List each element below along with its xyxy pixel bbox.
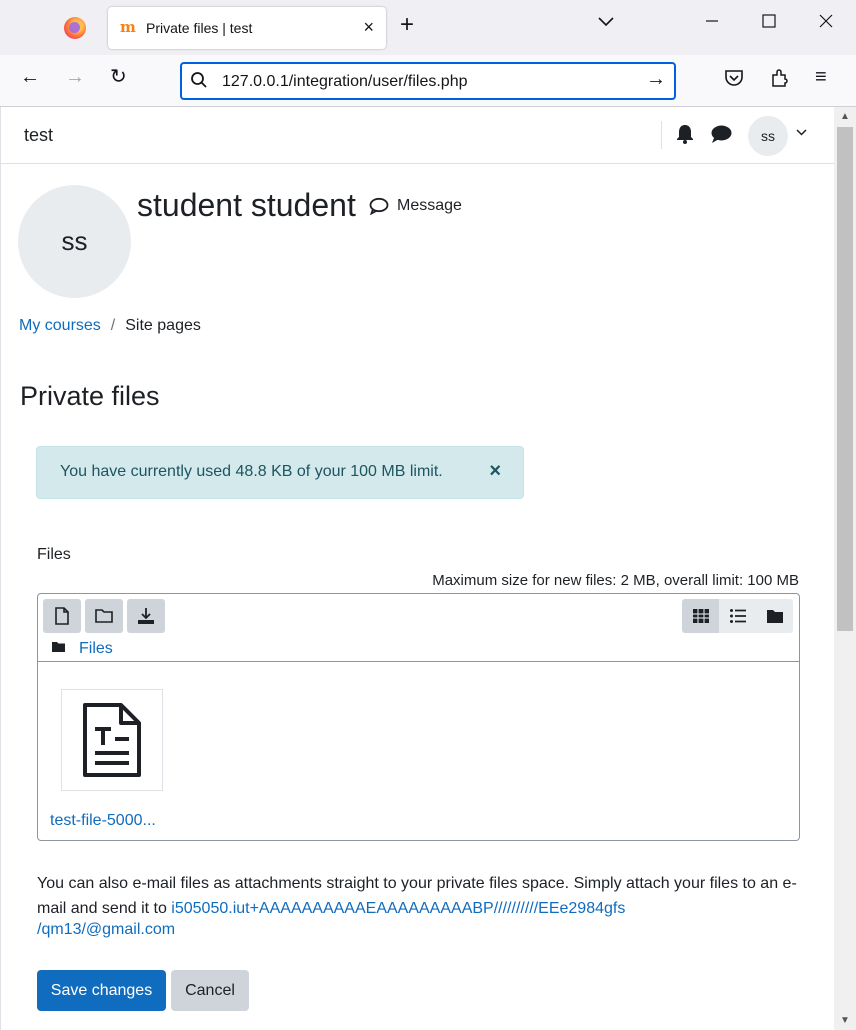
tab-list-chevron-icon[interactable] [598, 14, 614, 32]
scroll-down-arrow-icon[interactable]: ▼ [840, 1015, 850, 1026]
forward-button[interactable]: → [65, 66, 85, 88]
chevron-down-icon[interactable] [796, 125, 807, 139]
quota-alert [36, 446, 524, 499]
menu-icon[interactable]: ≡ [815, 66, 827, 88]
maximize-button[interactable] [762, 12, 776, 32]
page-scrollbar[interactable] [834, 107, 856, 1030]
email-info-text [37, 871, 807, 921]
site-header [1, 107, 834, 164]
view-tree-button[interactable] [756, 599, 793, 633]
breadcrumb [19, 317, 201, 335]
text-file-icon [81, 701, 143, 779]
browser-tab[interactable] [108, 7, 386, 49]
email-info-body: You can also e-mail files as attachments straight to your private files space. Simply attach your files to an e-mail and send it to [37, 875, 797, 917]
tab-close-icon[interactable]: × [363, 17, 374, 37]
breadcrumb-separator: / [110, 317, 116, 334]
extensions-icon[interactable] [770, 68, 790, 92]
breadcrumb-my-courses[interactable]: My courses [19, 317, 101, 334]
new-tab-button[interactable]: + [400, 11, 415, 38]
page-content [0, 107, 834, 1030]
go-arrow-icon[interactable]: → [646, 68, 666, 90]
add-file-button[interactable] [43, 599, 81, 633]
tab-title: Private files | test [146, 20, 253, 36]
pocket-icon[interactable] [724, 69, 744, 91]
alert-text: You have currently used 48.8 KB of your 100 MB limit. [60, 463, 443, 480]
user-avatar-menu[interactable]: ss [748, 116, 788, 156]
view-icons-button[interactable] [682, 599, 719, 633]
browser-tab-bar [0, 0, 856, 55]
file-item[interactable] [61, 689, 163, 791]
create-folder-button[interactable] [85, 599, 123, 633]
cancel-button[interactable]: Cancel [171, 970, 249, 1011]
files-label: Files [37, 546, 71, 563]
message-button[interactable] [369, 197, 462, 215]
file-name[interactable]: test-file-5000... [50, 812, 156, 829]
file-icon [53, 607, 71, 625]
reload-button[interactable]: ↻ [110, 66, 127, 88]
breadcrumb-site-pages: Site pages [125, 317, 201, 334]
back-button[interactable]: ← [20, 66, 40, 88]
email-address-link-cont[interactable]: /qm13/@gmail.com [37, 921, 176, 938]
page-title: Private files [20, 381, 160, 411]
download-all-button[interactable] [127, 599, 165, 633]
scrollbar-thumb[interactable] [837, 127, 853, 631]
list-icon [729, 607, 747, 625]
profile-name: student student [137, 187, 356, 223]
file-path-root[interactable]: Files [79, 640, 113, 657]
site-name[interactable]: test [24, 125, 54, 145]
url-text[interactable]: 127.0.0.1/integration/user/files.php [222, 73, 468, 90]
message-icon [369, 197, 389, 215]
grid-icon [692, 607, 710, 625]
browser-nav-bar [0, 55, 856, 107]
header-divider [661, 121, 662, 149]
minimize-button[interactable] [705, 12, 719, 32]
file-manager [37, 593, 800, 841]
message-label: Message [397, 197, 462, 214]
folder-icon [95, 607, 113, 625]
notification-bell-icon[interactable] [676, 124, 694, 144]
scroll-up-arrow-icon[interactable]: ▲ [840, 111, 850, 122]
download-icon [137, 607, 155, 625]
window-close-button[interactable] [819, 12, 833, 32]
profile-avatar: ss [18, 185, 131, 298]
file-manager-toolbar [38, 594, 799, 662]
messages-icon[interactable] [711, 125, 732, 143]
moodle-icon: m [120, 18, 136, 36]
search-icon [190, 71, 208, 89]
email-address-link[interactable]: i505050.iut+AAAAAAAAAAEAAAAAAAAABP//////////EEe2984gfs [171, 900, 626, 917]
max-size-text: Maximum size for new files: 2 MB, overall limit: 100 MB [432, 572, 799, 589]
save-changes-button[interactable]: Save changes [37, 970, 166, 1011]
firefox-icon[interactable] [64, 17, 86, 39]
view-list-button[interactable] [719, 599, 756, 633]
url-bar[interactable] [180, 62, 676, 100]
alert-close-icon[interactable]: × [489, 460, 501, 482]
folder-path-icon [52, 641, 65, 652]
folder-filled-icon [766, 607, 784, 625]
